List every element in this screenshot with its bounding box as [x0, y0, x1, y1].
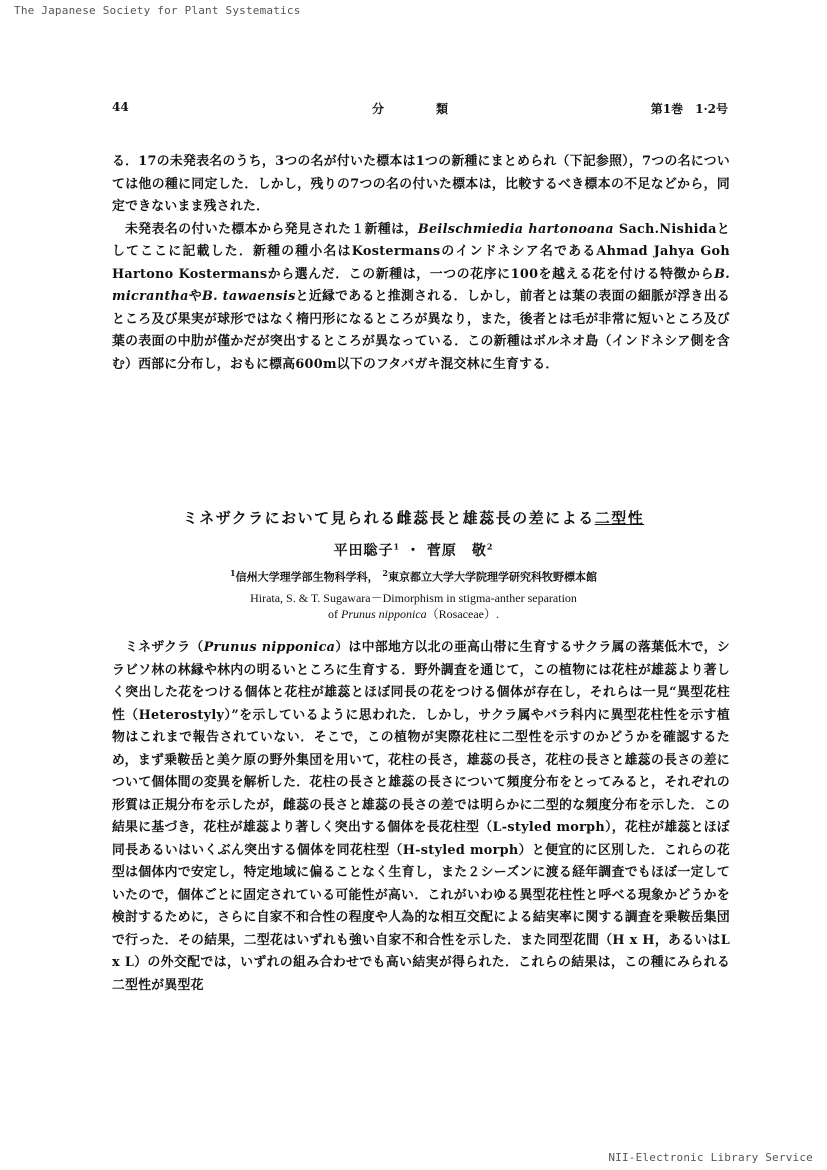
author-name: 菅原 敬	[426, 543, 487, 559]
volume-issue: 第1巻 1·2号	[650, 102, 728, 116]
page-header	[112, 100, 728, 120]
article-body	[112, 637, 730, 997]
text-run: of	[328, 607, 341, 621]
text-run: ミネザクラ（	[125, 640, 204, 655]
paragraph: る．17の未発表名のうち，3つの名が付いた標本は1つの新種にまとめられ（下記参照），7つの名については他の種に同定した．しかし，残りの7つの名の付いた標本は，比較するべき標本の不足などから，同定できないまま残された．	[112, 154, 730, 214]
species-name: Prunus nipponica	[341, 607, 427, 621]
english-title	[0, 590, 827, 622]
english-title-line	[0, 606, 827, 622]
affiliations	[0, 568, 827, 585]
english-title-line: Hirata, S. & T. Sugawara－Dimorphism in stigma-anther separation	[250, 591, 577, 605]
text-run: ）は中部地方以北の亜高山帯に生育するサクラ属の落葉低木で，シラビソ林の林縁や林内の明るいところに生育する．野外調査を通じて，この植物には花柱が雄蕊より著しく突出した花をつける個体と花柱が雄蕊とほぼ同長の花をつける個体が存在し，それらは一見“異型花柱性（Heterostyly）”を示しているように思われた．しかし，サクラ属やバラ科内に異型花柱性を示す植物はこれまで報告されていない．そこで，この植物が実際花柱に二型性を示すのかどうかを確認するため，まず乗鞍岳と美ケ原の野外集団を用いて，花柱の長さ，雄蕊の長さ，花柱の長さと雄蕊の長さの差について個体間の変異を解析した．花柱の長さと雄蕊の長さについて頻度分布をとってみると，それぞれの形質は正規分布を示したが，雌蕊の長さと雄蕊の長さの差では明らかに二型的な頻度分布を示した．この結果に基づき，花柱が雄蕊より著しく突出する個体を長花柱型（L-styled morph），花柱が雄蕊とほぼ同長あるいはいくぶん突出する個体を同花柱型（H-styled morph）と便宜的に区別した．これらの花型は個体内で安定し，特定地域に偏ることなく生育し，また２シーズンに渡る経年調査でもほぼ一定していたので，個体ごとに固定されている可能性が高い．これがいわゆる異型花柱性と呼べる現象かどうかを検討するために，さらに自家不和合性の程度や人為的な相互交配による結実率に関する調査を乗鞍岳集団で行った．その結果，二型花はいずれも強い自家不和合性を示した．また同型花間（H x H，あるいはL x L）の外交配では，いずれの組み合わせでも高い結実が得られた．これらの結果は，この種にみられる二型性が異型花	[112, 640, 730, 993]
affiliation: 東京都立大学大学院理学研究科牧野標本館	[388, 570, 597, 584]
species-name: B. tawaensis	[201, 289, 296, 304]
text-run: （Rosaceae）.	[426, 607, 499, 621]
author-separator: ・	[406, 543, 421, 559]
text-run: と近縁であると推測される．しかし，前者とは葉の表面の細脈が浮き出るところ及び果実が球形ではなく楕円形になるところが異なり，また，後者とは毛が非常に短いところ及び葉の表面の中肋が僅かだが突出するところが異なっている．この新種はボルネオ島（インドネシア側を含む）西部に分布し，おもに標高600m以下のフタバガキ混交林に生育する．	[112, 289, 730, 372]
title-part: ミネザクラにおいて見られる雌蕊長と雄蕊長の差による	[182, 509, 595, 527]
affil-mark: 1	[230, 568, 236, 578]
affil-mark: 2	[382, 568, 388, 578]
species-name: Beilschmiedia hartonoana	[417, 221, 614, 237]
affiliation: 信州大学理学部生物科学科，	[235, 570, 379, 584]
watermark-top: The Japanese Society for Plant Systematics	[14, 4, 301, 17]
page-number: 44	[112, 100, 129, 114]
text-run: 未発表名の付いた標本から発見された１新種は，	[125, 221, 418, 237]
paragraph	[112, 219, 730, 377]
journal-name: 分 類	[371, 102, 468, 116]
author-affil-mark: 1	[393, 541, 401, 552]
watermark-bottom: NII-Electronic Library Service	[608, 1151, 813, 1164]
text-run: Sach.Nishidaとしてここに記載した．新種の種小名はKostermansのインドネシア名であるAhmad Jahya Goh Hartono Kostermansから選んだ．この新種は，一つの花序に100を越える花を付ける特徴から	[112, 221, 730, 282]
article-authors	[0, 540, 827, 560]
text-run: や	[188, 289, 202, 304]
previous-article-text	[112, 151, 730, 376]
species-name: B. micrantha	[112, 266, 730, 304]
article-title	[0, 507, 827, 528]
author-name: 平田聡子	[333, 543, 394, 559]
species-name: Prunus nipponica	[203, 640, 336, 655]
author-affil-mark: 2	[486, 541, 494, 552]
paragraph	[112, 637, 730, 997]
title-part: 二型性	[594, 509, 645, 527]
